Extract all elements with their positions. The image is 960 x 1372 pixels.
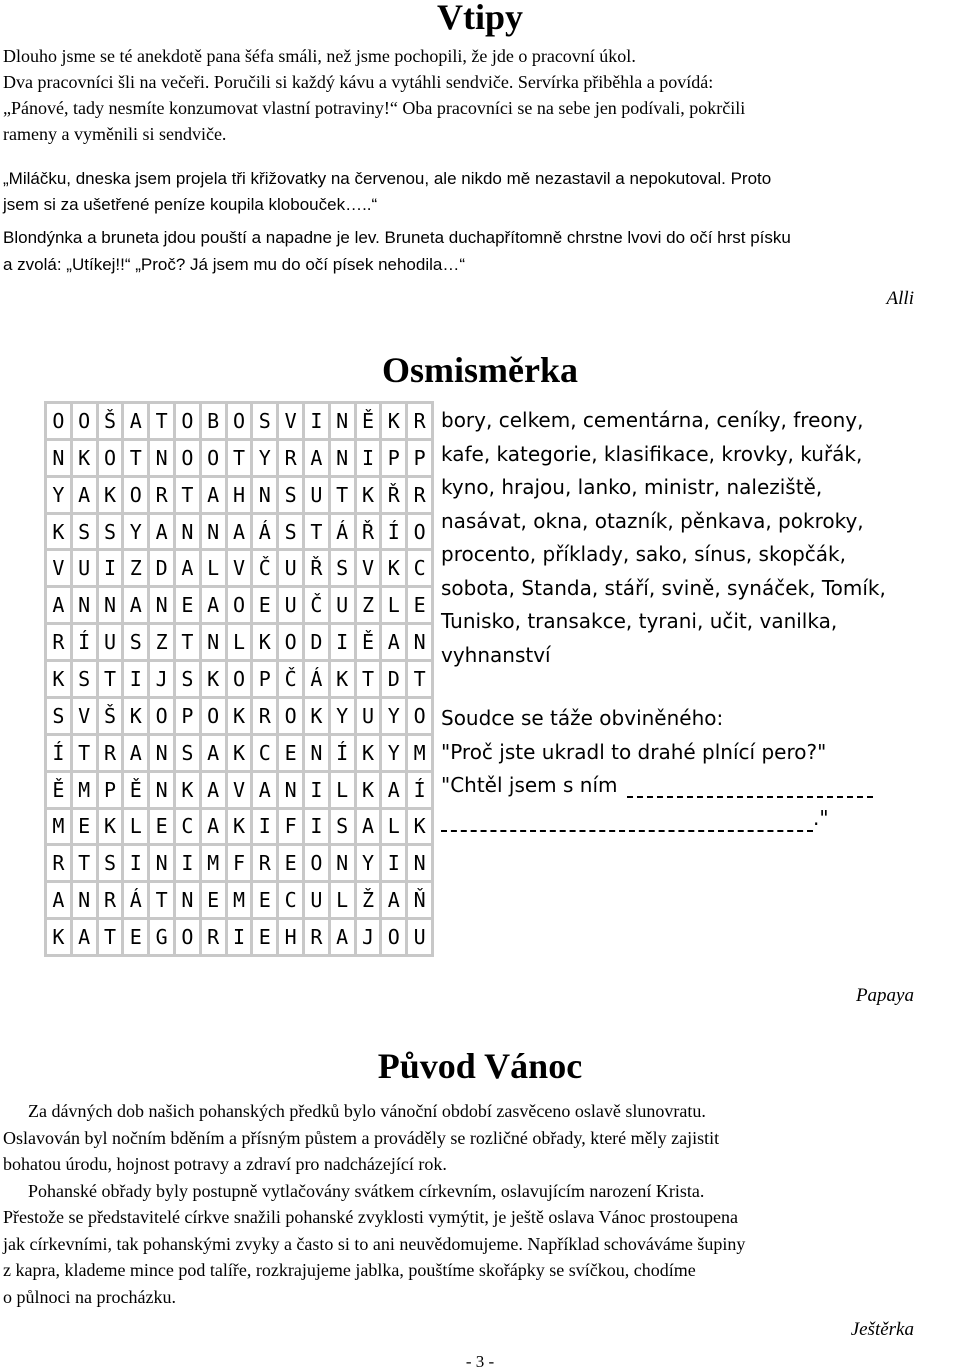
christmas-line4: Pohanské obřady byly postupně vytlačovány svátkem církevním, oslavujícím narození Krista. [28,1181,705,1201]
grid-cell: N [73,588,96,622]
grid-cell: C [279,883,302,917]
grid-cell: N [73,883,96,917]
grid-cell: R [279,441,302,475]
grid-cell: I [228,920,251,954]
grid-cell: H [228,478,251,512]
joke2-line1: „Miláčku, dneska jsem projela tři křižovatky na červenou, ale nikdo mě nezastavil a nepokutoval. Proto [3,169,772,188]
grid-cell: P [176,699,199,733]
grid-cell: A [202,736,225,770]
grid-cell: U [305,883,328,917]
puzzle-joke-line1: Soudce se táže obviněného: [441,706,724,730]
grid-cell: C [253,736,276,770]
grid-cell: S [253,404,276,438]
grid-cell: T [99,662,122,696]
grid-cell: M [73,773,96,807]
grid-cell: U [408,920,431,954]
puzzle-word-line: Tunisko, transakce, tyrani, učit, vanilka, [441,609,838,633]
grid-cell: E [253,920,276,954]
grid-cell: O [279,625,302,659]
grid-cell: T [99,920,122,954]
christmas-author: Ještěrka [850,1319,914,1340]
grid-cell: A [202,478,225,512]
grid-cell: U [279,588,302,622]
grid-cell: Y [382,699,405,733]
grid-cell: T [357,662,380,696]
grid-cell: E [176,588,199,622]
grid-cell: Ž [357,883,380,917]
christmas-line1: Za dávných dob našich pohanských předků bylo vánoční období zasvěceno oslavě slunovratu. [28,1101,706,1121]
grid-cell: S [73,662,96,696]
grid-cell: T [150,883,173,917]
grid-cell: N [99,588,122,622]
grid-cell: Á [305,662,328,696]
grid-cell: E [253,883,276,917]
grid-cell: A [73,920,96,954]
grid-cell: Ř [305,551,328,585]
grid-cell: U [99,625,122,659]
grid-cell: N [150,736,173,770]
grid-cell: Z [357,588,380,622]
grid-cell: U [305,478,328,512]
grid-cell: A [202,810,225,844]
word-search-grid [44,401,434,957]
grid-cell: N [150,588,173,622]
grid-cell: N [202,625,225,659]
grid-cell: K [47,515,70,549]
grid-cell: K [305,699,328,733]
grid-cell: N [279,773,302,807]
grid-cell: S [176,662,199,696]
grid-cell: T [305,515,328,549]
grid-cell: C [176,810,199,844]
grid-cell: S [176,736,199,770]
grid-cell: Y [357,846,380,880]
jokes-title: Vtipy [436,0,523,37]
grid-cell: Y [47,478,70,512]
grid-cell: A [124,588,147,622]
grid-cell: K [47,920,70,954]
grid-cell: L [124,810,147,844]
grid-cell: K [382,404,405,438]
grid-cell: O [382,920,405,954]
grid-cell: O [228,404,251,438]
grid-cell: O [176,404,199,438]
grid-cell: Ř [357,515,380,549]
grid-cell: K [47,662,70,696]
grid-cell: R [150,478,173,512]
joke3-line2: a zvolá: „Utíkej!!“ „Proč? Já jsem mu do očí písek nehodila…“ [3,255,466,274]
grid-cell: K [202,662,225,696]
grid-cell: N [202,515,225,549]
jokes-author: Alli [886,288,914,309]
grid-cell: Í [73,625,96,659]
grid-cell: K [382,551,405,585]
joke1-line4: rameny a vyměnili si sendviče. [3,124,227,144]
grid-cell: I [382,846,405,880]
grid-cell: Š [99,404,122,438]
grid-cell: V [47,551,70,585]
grid-cell: I [357,441,380,475]
grid-cell: V [228,551,251,585]
grid-cell: V [228,773,251,807]
grid-cell: K [357,773,380,807]
grid-cell: L [202,551,225,585]
grid-cell: Č [279,662,302,696]
grid-cell: S [124,625,147,659]
grid-cell: E [150,810,173,844]
christmas-line8: o půlnoci na procházku. [3,1287,176,1307]
grid-cell: K [357,478,380,512]
grid-cell: S [73,515,96,549]
grid-cell: T [124,441,147,475]
grid-cell: N [408,846,431,880]
grid-cell: U [279,551,302,585]
grid-cell: P [408,441,431,475]
grid-cell: A [382,625,405,659]
grid-cell: R [47,625,70,659]
puzzle-word-line: procento, příklady, sako, sínus, skopčák, [441,542,846,566]
grid-cell: O [279,699,302,733]
grid-cell: H [279,920,302,954]
grid-cell: A [124,736,147,770]
grid-cell: Y [331,699,354,733]
grid-cell: M [47,810,70,844]
grid-cell: A [228,515,251,549]
grid-cell: R [253,846,276,880]
grid-cell: J [357,920,380,954]
grid-cell: E [202,883,225,917]
grid-cell: N [408,625,431,659]
grid-cell: R [253,699,276,733]
grid-cell: O [73,404,96,438]
grid-cell: Á [253,515,276,549]
grid-cell: Š [99,699,122,733]
grid-cell: K [228,810,251,844]
grid-cell: R [47,846,70,880]
grid-cell: A [382,773,405,807]
grid-cell: U [73,551,96,585]
grid-cell: R [99,736,122,770]
grid-cell: M [228,883,251,917]
grid-cell: O [202,441,225,475]
grid-cell: Ě [357,625,380,659]
grid-cell: A [382,883,405,917]
grid-cell: A [47,883,70,917]
grid-cell: Ě [357,404,380,438]
grid-cell: Ě [47,773,70,807]
grid-cell: K [228,736,251,770]
christmas-line5: Přestože se představitelé církve snažili pohanské zvyklosti vymýtit, je ještě oslava Vánoc prostoupena [3,1207,738,1227]
puzzle-author: Papaya [855,985,914,1006]
grid-cell: D [150,551,173,585]
grid-cell: A [124,404,147,438]
grid-cell: Í [408,773,431,807]
puzzle-joke-line2: "Proč jste ukradl to drahé plnící pero?" [441,739,827,764]
grid-cell: F [228,846,251,880]
joke1-line3: „Pánové, tady nesmíte konzumovat vlastní potraviny!“ Oba pracovníci se na sebe jen podívali, pokrčili [3,98,746,118]
puzzle-joke-line3: "Chtěl jsem s ním [441,773,618,797]
grid-cell: V [73,699,96,733]
grid-cell: T [408,662,431,696]
grid-cell: O [228,588,251,622]
grid-cell: L [228,625,251,659]
grid-cell: L [331,883,354,917]
grid-cell: I [305,810,328,844]
grid-cell: U [357,699,380,733]
grid-cell: E [279,846,302,880]
page-number: - 3 - [465,1352,495,1371]
grid-cell: Í [382,515,405,549]
grid-cell: P [382,441,405,475]
grid-cell: R [408,404,431,438]
grid-cell: L [382,810,405,844]
answer-blank-2 [441,830,813,832]
grid-cell: O [408,699,431,733]
grid-cell: Ň [408,883,431,917]
grid-cell: K [176,773,199,807]
joke2-line2: jsem si za ušetřené peníze koupila klobouček…..“ [3,195,378,214]
grid-cell: S [279,515,302,549]
grid-cell: R [408,478,431,512]
grid-cell: Á [331,515,354,549]
grid-cell: I [176,846,199,880]
grid-cell: N [176,515,199,549]
grid-cell: R [99,883,122,917]
grid-cell: E [73,810,96,844]
grid-cell: V [357,551,380,585]
grid-cell: K [99,810,122,844]
grid-cell: N [150,441,173,475]
grid-cell: A [331,920,354,954]
grid-cell: S [47,699,70,733]
grid-cell: A [73,478,96,512]
grid-cell: L [382,588,405,622]
grid-cell: T [73,846,96,880]
grid-cell: N [331,846,354,880]
puzzle-joke [441,702,826,803]
christmas-title: Původ Vánoc [377,1046,583,1086]
puzzle-title: Osmisměrka [382,350,578,390]
grid-cell: I [305,404,328,438]
grid-cell: J [150,662,173,696]
grid-cell: Í [331,736,354,770]
grid-cell: O [176,920,199,954]
grid-cell: K [331,662,354,696]
puzzle-word-line: vyhnanství [441,642,551,667]
grid-cell: A [202,588,225,622]
grid-cell: A [150,515,173,549]
grid-cell: I [99,551,122,585]
grid-cell: N [253,478,276,512]
answer-blank-1 [627,796,873,798]
grid-cell: T [73,736,96,770]
joke1-line1: Dlouho jsme se té anekdotě pana šéfa smáli, než jsme pochopili, že jde o pracovní úkol. [3,46,636,66]
puzzle-word-line: sobota, Standa, stáří, svině, synáček, Tomík, [441,575,886,600]
grid-cell: N [150,773,173,807]
grid-cell: S [331,810,354,844]
grid-cell: E [253,588,276,622]
grid-cell: R [305,920,328,954]
grid-cell: D [305,625,328,659]
grid-cell: K [357,736,380,770]
grid-cell: T [176,625,199,659]
grid-cell: R [202,920,225,954]
grid-cell: O [305,846,328,880]
puzzle-word-line: kyno, hrajou, lanko, ministr, naleziště, [441,475,823,499]
grid-cell: P [99,773,122,807]
grid-cell: K [73,441,96,475]
christmas-line2: Oslavován byl nočním bděním a přísným půstem a prováděly se rozličné obřady, které měly zajistit [3,1128,720,1148]
grid-cell: P [253,662,276,696]
grid-cell: O [99,441,122,475]
grid-cell: O [150,699,173,733]
grid-cell: Y [124,515,147,549]
grid-cell: A [253,773,276,807]
christmas-line6: jak církevními, tak pohanskými zvyky a často si to ani neuvědomujeme. Například schováváme šupiny [3,1234,746,1254]
puzzle-joke-end: ." [813,806,829,830]
grid-cell: T [176,478,199,512]
grid-cell: K [228,699,251,733]
puzzle-word-line: nasávat, okna, otazník, pěnkava, pokroky, [441,508,864,533]
puzzle-words [441,404,886,672]
grid-cell: S [99,846,122,880]
grid-cell: N [305,736,328,770]
grid-cell: K [408,810,431,844]
grid-cell: T [228,441,251,475]
grid-cell: I [124,662,147,696]
christmas-line3: bohatou úrodu, hojnost potravy a zdraví pro nadcházející rok. [3,1154,447,1174]
grid-cell: N [176,883,199,917]
grid-cell: Č [305,588,328,622]
grid-cell: I [253,810,276,844]
grid-cell: O [228,662,251,696]
grid-cell: S [331,551,354,585]
grid-cell: L [331,773,354,807]
grid-cell: F [279,810,302,844]
grid-cell: A [305,441,328,475]
grid-cell: Y [382,736,405,770]
grid-cell: D [382,662,405,696]
puzzle-word-line: kafe, kategorie, klasifikace, krovky, kuřák, [441,441,863,466]
grid-cell: E [408,588,431,622]
grid-cell: I [124,846,147,880]
grid-cell: I [331,625,354,659]
grid-cell: C [408,551,431,585]
grid-cell: E [124,920,147,954]
puzzle-word-line: bory, celkem, cementárna, ceníky, freony, [441,408,864,432]
grid-cell: N [331,404,354,438]
grid-cell: E [279,736,302,770]
grid-cell: Í [47,736,70,770]
grid-cell: Ě [124,773,147,807]
grid-cell: A [176,551,199,585]
grid-cell: N [47,441,70,475]
grid-cell: T [150,404,173,438]
grid-cell: Á [124,883,147,917]
grid-cell: Z [150,625,173,659]
grid-cell: B [202,404,225,438]
grid-cell: O [176,441,199,475]
grid-cell: N [150,846,173,880]
grid-cell: O [124,478,147,512]
joke1-line2: Dva pracovníci šli na večeři. Poručili si každý kávu a vytáhli sendviče. Servírka přiběhla a povídá: [3,72,714,92]
grid-cell: Z [124,551,147,585]
grid-cell: K [253,625,276,659]
grid-cell: N [331,441,354,475]
grid-cell: O [47,404,70,438]
grid-cell: O [202,699,225,733]
grid-cell: A [357,810,380,844]
grid-cell: O [408,515,431,549]
grid-cell: M [202,846,225,880]
grid-cell: U [331,588,354,622]
grid-cell: M [408,736,431,770]
grid-cell: G [150,920,173,954]
grid-cell: S [279,478,302,512]
grid-cell: I [305,773,328,807]
grid-cell: Y [253,441,276,475]
grid-cell: Č [253,551,276,585]
grid-cell: S [99,515,122,549]
grid-cell: Ř [382,478,405,512]
grid-cell: A [47,588,70,622]
joke3-line1: Blondýnka a bruneta jdou pouští a napadne je lev. Bruneta duchapřítomně chrstne lvovi do očí hrst písku [3,228,791,247]
grid-cell: V [279,404,302,438]
grid-cell: A [202,773,225,807]
grid-cell: K [99,478,122,512]
grid-cell: K [124,699,147,733]
grid-cell: T [331,478,354,512]
christmas-line7: z kapra, klademe mince pod talíře, rozkrajujeme jablka, pouštíme skořápky se svíčkou, chodíme [3,1260,696,1280]
